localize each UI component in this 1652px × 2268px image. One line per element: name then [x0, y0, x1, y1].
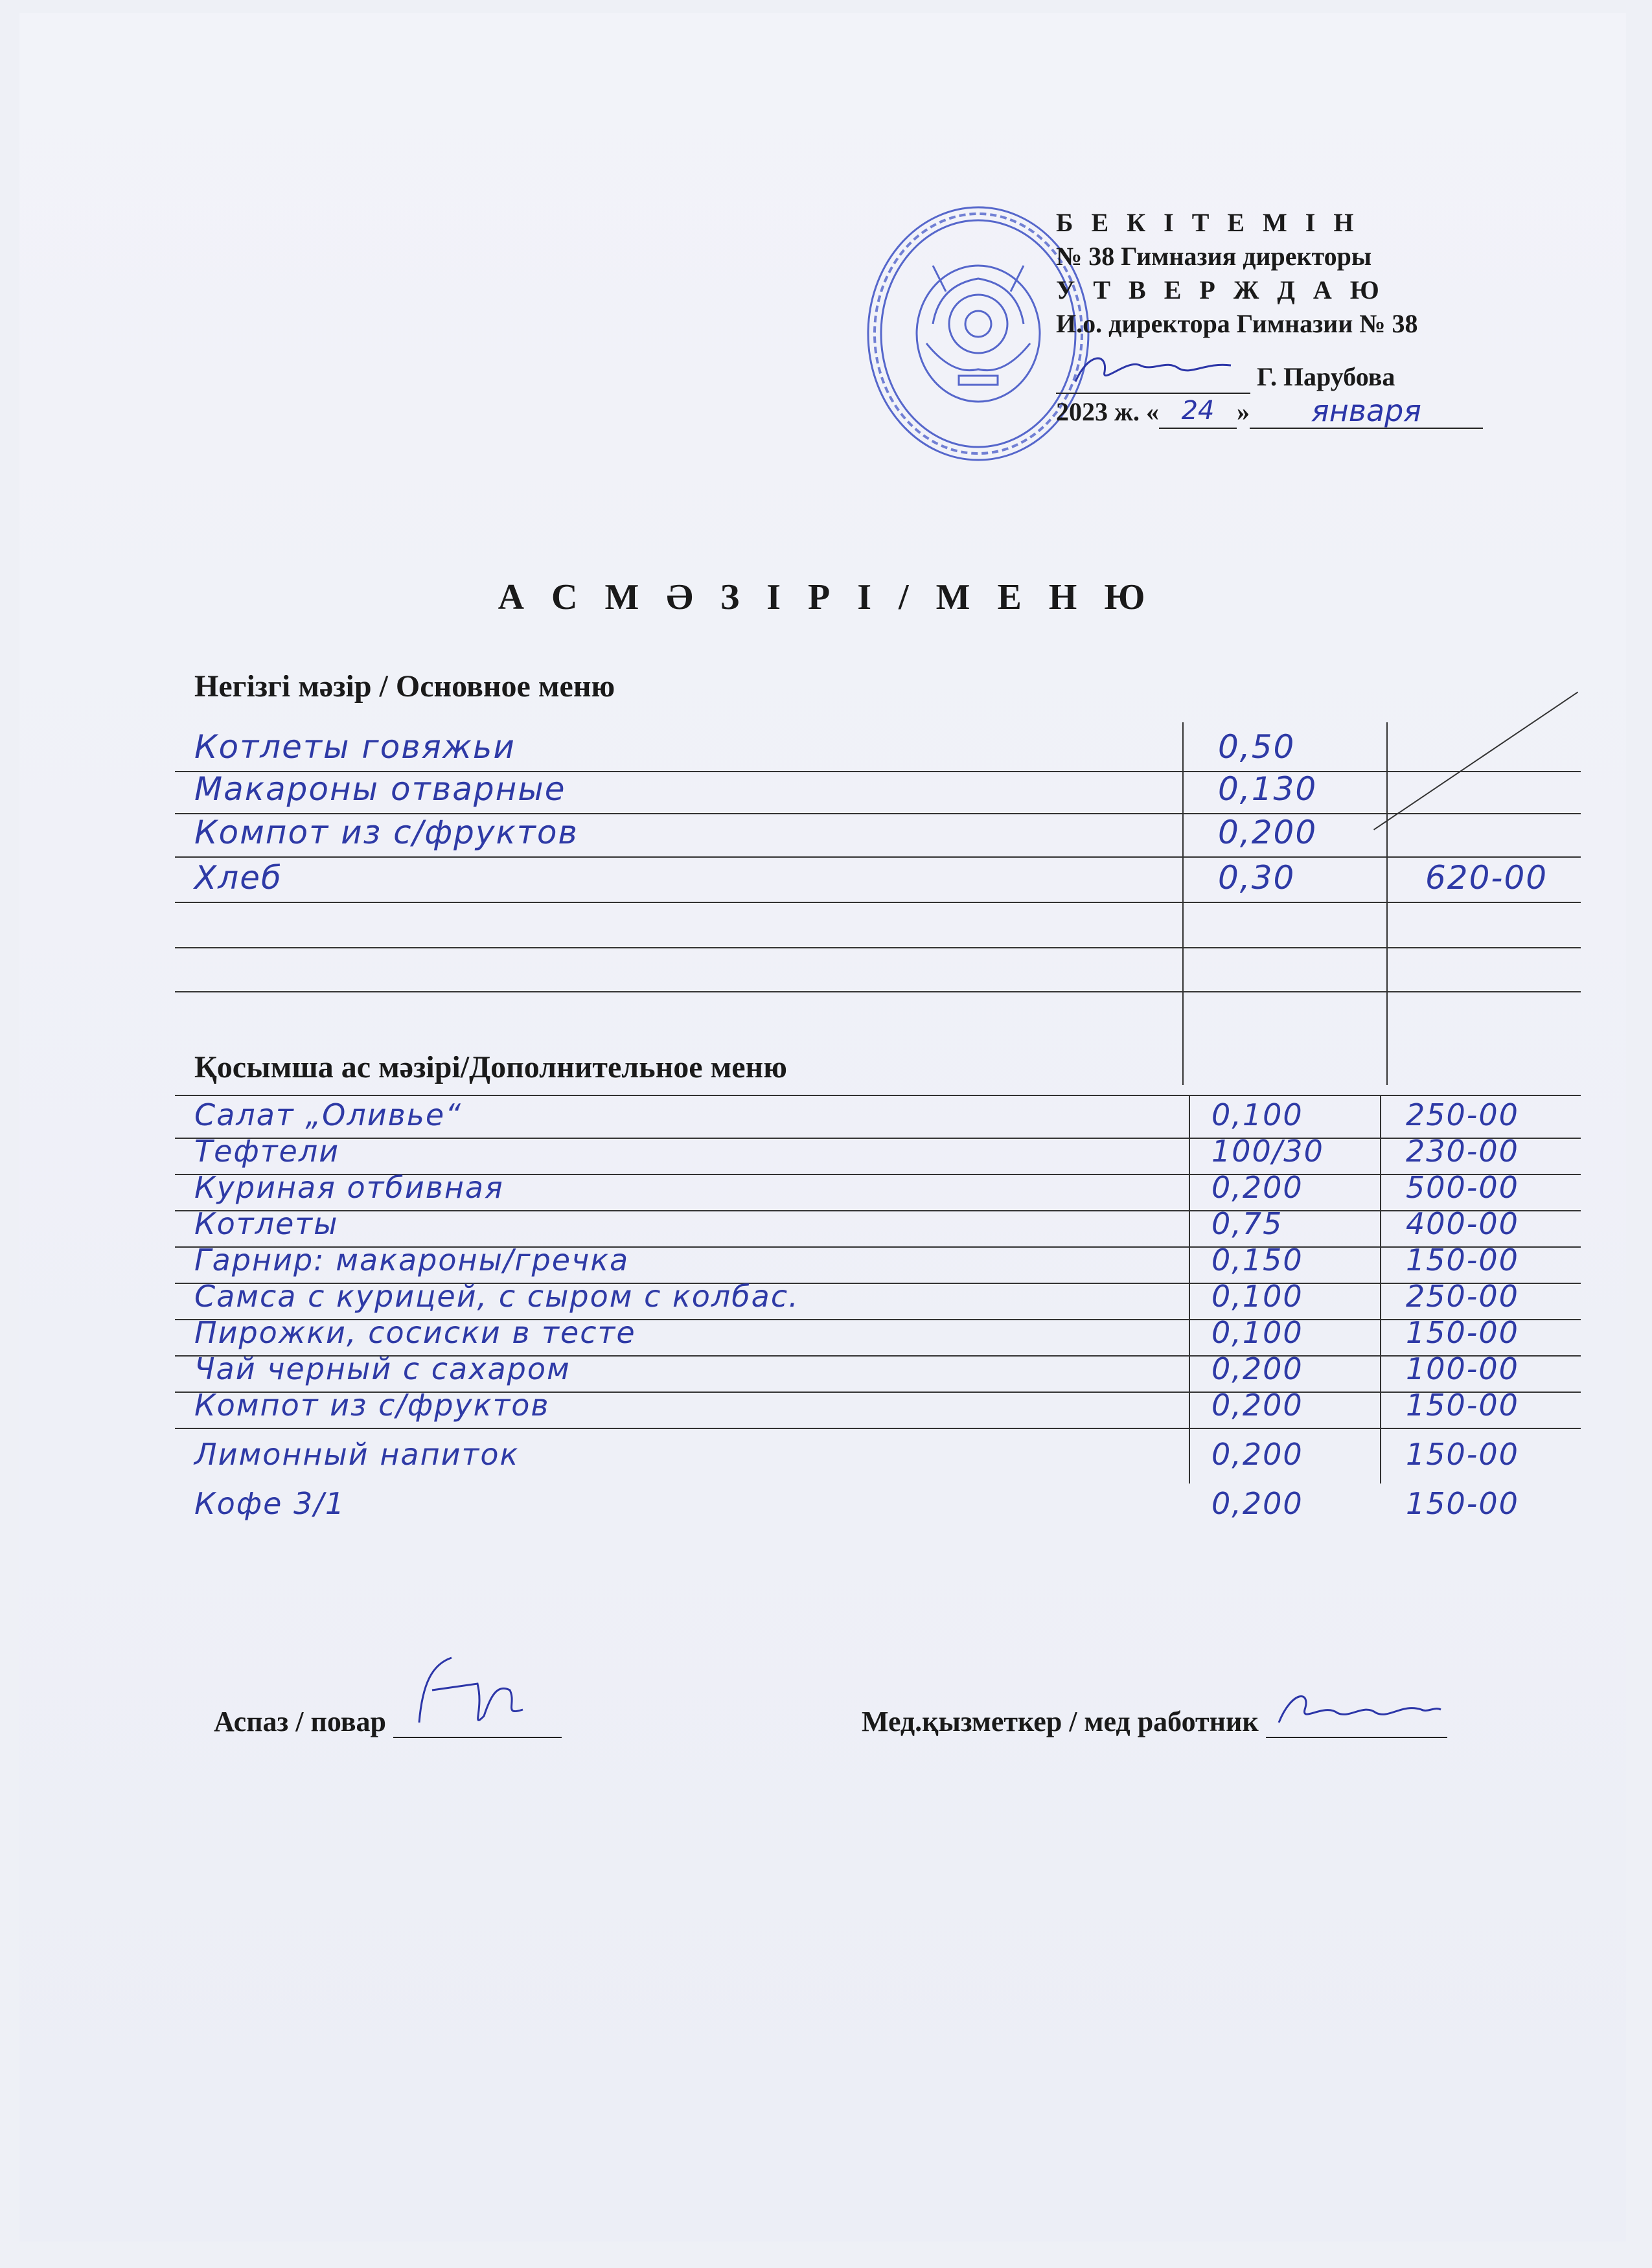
- extra-item-price: 150-00: [1406, 1243, 1519, 1277]
- approval-block: [1056, 206, 1548, 429]
- date-month: января: [1250, 394, 1483, 429]
- extra-item-price: 230-00: [1406, 1134, 1519, 1169]
- table-row-line: [175, 947, 1581, 948]
- extra-item-price: 150-00: [1406, 1437, 1519, 1472]
- director-signature: [1069, 346, 1237, 391]
- med-signature-line: [1266, 1701, 1447, 1738]
- extra-item-portion: 0,150: [1211, 1243, 1303, 1277]
- menu-item-price: 620-00: [1425, 859, 1548, 897]
- approval-position-ru: И.о. директора Гимназии № 38: [1056, 309, 1418, 338]
- menu-item-portion: 0,200: [1218, 814, 1318, 851]
- approval-title-ru: У Т В Е Р Ж Д А Ю: [1056, 275, 1385, 304]
- cook-label: Аспаз / повар: [214, 1706, 386, 1737]
- extra-item-portion: 0,200: [1211, 1170, 1303, 1205]
- table-row-line: [175, 1095, 1581, 1096]
- extra-item-name: Котлеты: [194, 1206, 339, 1241]
- extra-item-price: 500-00: [1406, 1170, 1519, 1205]
- extra-item-name: Куриная отбивная: [194, 1170, 504, 1205]
- menu-item-name: Компот из с/фруктов: [194, 814, 579, 851]
- column-divider-price: [1386, 722, 1388, 1085]
- cook-signature: [393, 1645, 562, 1735]
- med-signature: [1266, 1684, 1447, 1735]
- table-row-line: [175, 902, 1581, 903]
- extra-item-name: Компот из с/фруктов: [194, 1388, 550, 1423]
- extra-item-price: 100-00: [1406, 1351, 1519, 1386]
- director-signature-line: [1056, 360, 1250, 394]
- extra-item-name: Гарнир: макароны/гречка: [194, 1243, 630, 1277]
- extra-item-portion: 0,75: [1211, 1206, 1283, 1241]
- approval-position-kz: № 38 Гимназия директоры: [1056, 242, 1372, 271]
- column-divider-portion: [1182, 722, 1184, 1085]
- extra-item-name: Салат „Оливье“: [194, 1097, 463, 1132]
- extra-item-name: Чай черный с сахаром: [194, 1351, 571, 1386]
- extra-item-portion: 0,100: [1211, 1279, 1303, 1314]
- approval-title-kz: Б Е К І Т Е М І Н: [1056, 208, 1360, 237]
- extra-item-name: Кофе 3/1: [194, 1486, 346, 1521]
- med-label: Мед.қызметкер / мед работник: [862, 1706, 1259, 1737]
- main-menu-heading: Негізгі мәзір / Основное меню: [194, 669, 615, 704]
- menu-item-portion: 0,130: [1218, 770, 1318, 808]
- extra-item-name: Тефтели: [194, 1134, 340, 1169]
- director-name: Г. Парубова: [1257, 362, 1395, 391]
- column-divider-price: [1380, 1095, 1381, 1483]
- menu-item-portion: 0,30: [1218, 859, 1296, 897]
- extra-item-name: Пирожки, сосиски в тесте: [194, 1315, 636, 1350]
- cook-signature-line: [393, 1701, 562, 1738]
- table-row-line: [175, 1138, 1581, 1139]
- extra-item-price: 150-00: [1406, 1315, 1519, 1350]
- extra-item-name: Самса с курицей, с сыром с колбас.: [194, 1279, 799, 1314]
- extra-item-name: Лимонный напиток: [194, 1437, 520, 1472]
- extra-item-portion: 0,200: [1211, 1351, 1303, 1386]
- extra-item-portion: 0,200: [1211, 1388, 1303, 1423]
- extra-item-portion: 100/30: [1211, 1134, 1324, 1169]
- extra-item-portion: 0,100: [1211, 1097, 1303, 1132]
- menu-item-name: Макароны отварные: [194, 770, 566, 808]
- extra-item-portion: 0,200: [1211, 1486, 1303, 1521]
- extra-menu-heading: Қосымша ас мәзірі/Дополнительное меню: [194, 1050, 787, 1084]
- extra-item-price: 400-00: [1406, 1206, 1519, 1241]
- extra-item-portion: 0,200: [1211, 1437, 1303, 1472]
- date-separator: »: [1237, 397, 1250, 426]
- menu-item-portion: 0,50: [1218, 728, 1296, 766]
- table-row-line: [175, 1210, 1581, 1211]
- med-signature-block: [862, 1701, 1447, 1738]
- extra-item-price: 250-00: [1406, 1279, 1519, 1314]
- table-row-line: [175, 991, 1581, 992]
- date-day: 24: [1159, 394, 1237, 429]
- extra-item-portion: 0,100: [1211, 1315, 1303, 1350]
- extra-item-price: 250-00: [1406, 1097, 1519, 1132]
- extra-item-price: 150-00: [1406, 1388, 1519, 1423]
- table-row-line: [175, 1428, 1581, 1429]
- cook-signature-block: [214, 1701, 562, 1738]
- menu-item-name: Котлеты говяжьи: [194, 728, 516, 766]
- extra-item-price: 150-00: [1406, 1486, 1519, 1521]
- page-title: А С М Ә З І Р І / М Е Н Ю: [498, 577, 1154, 617]
- column-divider-portion: [1189, 1095, 1190, 1483]
- date-prefix: 2023 ж. «: [1056, 397, 1160, 426]
- menu-item-name: Хлеб: [194, 859, 282, 897]
- table-row-line: [175, 856, 1581, 858]
